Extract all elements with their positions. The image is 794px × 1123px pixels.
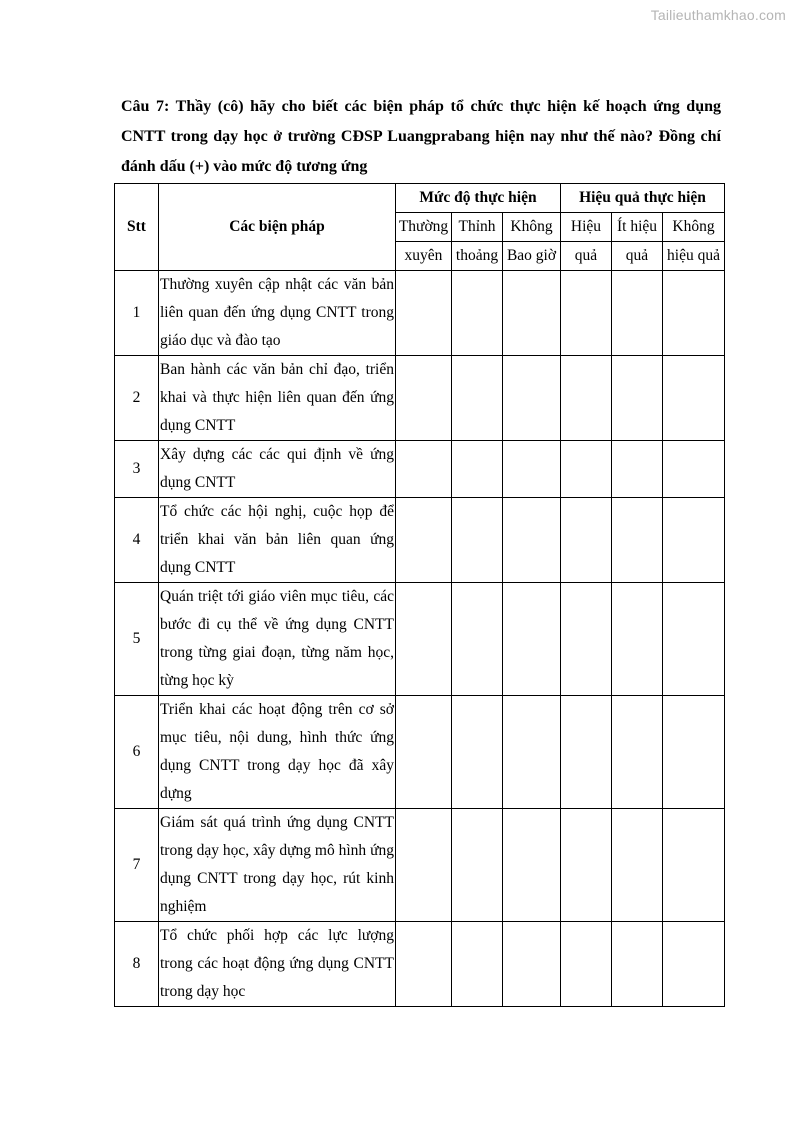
row-stt: 7 [115,809,159,922]
cell-never[interactable] [503,441,561,498]
cell-effective[interactable] [561,441,612,498]
cell-effective[interactable] [561,356,612,441]
row-stt: 3 [115,441,159,498]
header-sometimes: Thỉnh [452,213,503,242]
cell-often[interactable] [396,441,452,498]
cell-not-effective[interactable] [663,696,725,809]
cell-never[interactable] [503,356,561,441]
cell-not-effective[interactable] [663,271,725,356]
cell-not-effective[interactable] [663,441,725,498]
row-stt: 4 [115,498,159,583]
row-measure: Tổ chức phối hợp các lực lượng trong các hoạt động ứng dụng CNTT trong dạy học [159,922,396,1007]
row-stt: 2 [115,356,159,441]
table-row [115,498,725,583]
cell-often[interactable] [396,583,452,696]
cell-sometimes[interactable] [452,696,503,809]
cell-not-effective[interactable] [663,498,725,583]
cell-not-effective[interactable] [663,356,725,441]
cell-sometimes[interactable] [452,441,503,498]
header-not-effective: Không [663,213,725,242]
table-row [115,696,725,809]
cell-not-effective[interactable] [663,583,725,696]
cell-effective[interactable] [561,498,612,583]
cell-often[interactable] [396,696,452,809]
cell-never[interactable] [503,696,561,809]
table-row [115,356,725,441]
header-less-effective: Ít hiệu [612,213,663,242]
row-measure: Ban hành các văn bản chỉ đạo, triển khai và thực hiện liên quan đến ứng dụng CNTT [159,356,396,441]
row-measure: Tổ chức các hội nghị, cuộc họp để triển khai văn bản liên quan ứng dụng CNTT [159,498,396,583]
header-often: Thường [396,213,452,242]
cell-sometimes[interactable] [452,922,503,1007]
row-stt: 6 [115,696,159,809]
cell-less-effective[interactable] [612,271,663,356]
table-row [115,922,725,1007]
cell-never[interactable] [503,271,561,356]
header-sometimes-2: thoảng [452,242,503,271]
cell-less-effective[interactable] [612,696,663,809]
cell-often[interactable] [396,356,452,441]
cell-sometimes[interactable] [452,809,503,922]
cell-effective[interactable] [561,696,612,809]
row-measure: Thường xuyên cập nhật các văn bản liên quan đến ứng dụng CNTT trong giáo dục và đào tạo [159,271,396,356]
table-row [115,809,725,922]
cell-effective[interactable] [561,271,612,356]
table-row [115,271,725,356]
header-effective-2: quả [561,242,612,271]
cell-often[interactable] [396,809,452,922]
header-stt: Stt [115,184,159,271]
cell-less-effective[interactable] [612,809,663,922]
row-stt: 5 [115,583,159,696]
cell-effective[interactable] [561,809,612,922]
question-text: Câu 7: Thầy (cô) hãy cho biết các biện pháp tổ chức thực hiện kế hoạch ứng dụng CNTT trong dạy học ở trường CĐSP Luangprabang hiện nay như thế nào? Đồng chí đánh dấu (+) vào mức độ tương ứng [121,98,721,175]
cell-effective[interactable] [561,583,612,696]
row-measure: Giám sát quá trình ứng dụng CNTT trong dạy học, xây dựng mô hình ứng dụng CNTT trong dạy học, rút kinh nghiệm [159,809,396,922]
cell-never[interactable] [503,809,561,922]
cell-never[interactable] [503,583,561,696]
cell-sometimes[interactable] [452,356,503,441]
table-row [115,441,725,498]
cell-less-effective[interactable] [612,583,663,696]
header-measure: Các biện pháp [159,184,396,271]
row-measure: Triển khai các hoạt động trên cơ sở mục tiêu, nội dung, hình thức ứng dụng CNTT trong dạy học đã xây dựng [159,696,396,809]
cell-never[interactable] [503,498,561,583]
header-level-group: Mức độ thực hiện [396,184,561,213]
cell-often[interactable] [396,922,452,1007]
cell-sometimes[interactable] [452,498,503,583]
cell-not-effective[interactable] [663,809,725,922]
header-effective: Hiệu [561,213,612,242]
header-never-2: Bao giờ [503,242,561,271]
cell-less-effective[interactable] [612,441,663,498]
cell-often[interactable] [396,498,452,583]
cell-less-effective[interactable] [612,922,663,1007]
header-less-effective-2: quả [612,242,663,271]
header-effect-group: Hiệu quả thực hiện [561,184,725,213]
header-often-2: xuyên [396,242,452,271]
row-stt: 8 [115,922,159,1007]
cell-effective[interactable] [561,922,612,1007]
cell-never[interactable] [503,922,561,1007]
row-measure: Quán triệt tới giáo viên mục tiêu, các bước đi cụ thể về ứng dụng CNTT trong từng giai đoạn, từng năm học, từng học kỳ [159,583,396,696]
cell-less-effective[interactable] [612,356,663,441]
cell-sometimes[interactable] [452,271,503,356]
table-row [115,583,725,696]
cell-less-effective[interactable] [612,498,663,583]
watermark: Tailieuthamkhao.com [650,7,786,23]
header-never: Không [503,213,561,242]
cell-often[interactable] [396,271,452,356]
cell-not-effective[interactable] [663,922,725,1007]
row-measure: Xây dựng các các qui định về ứng dụng CNTT [159,441,396,498]
cell-sometimes[interactable] [452,583,503,696]
survey-table [114,183,725,1007]
row-stt: 1 [115,271,159,356]
header-not-effective-2: hiệu quả [663,242,725,271]
